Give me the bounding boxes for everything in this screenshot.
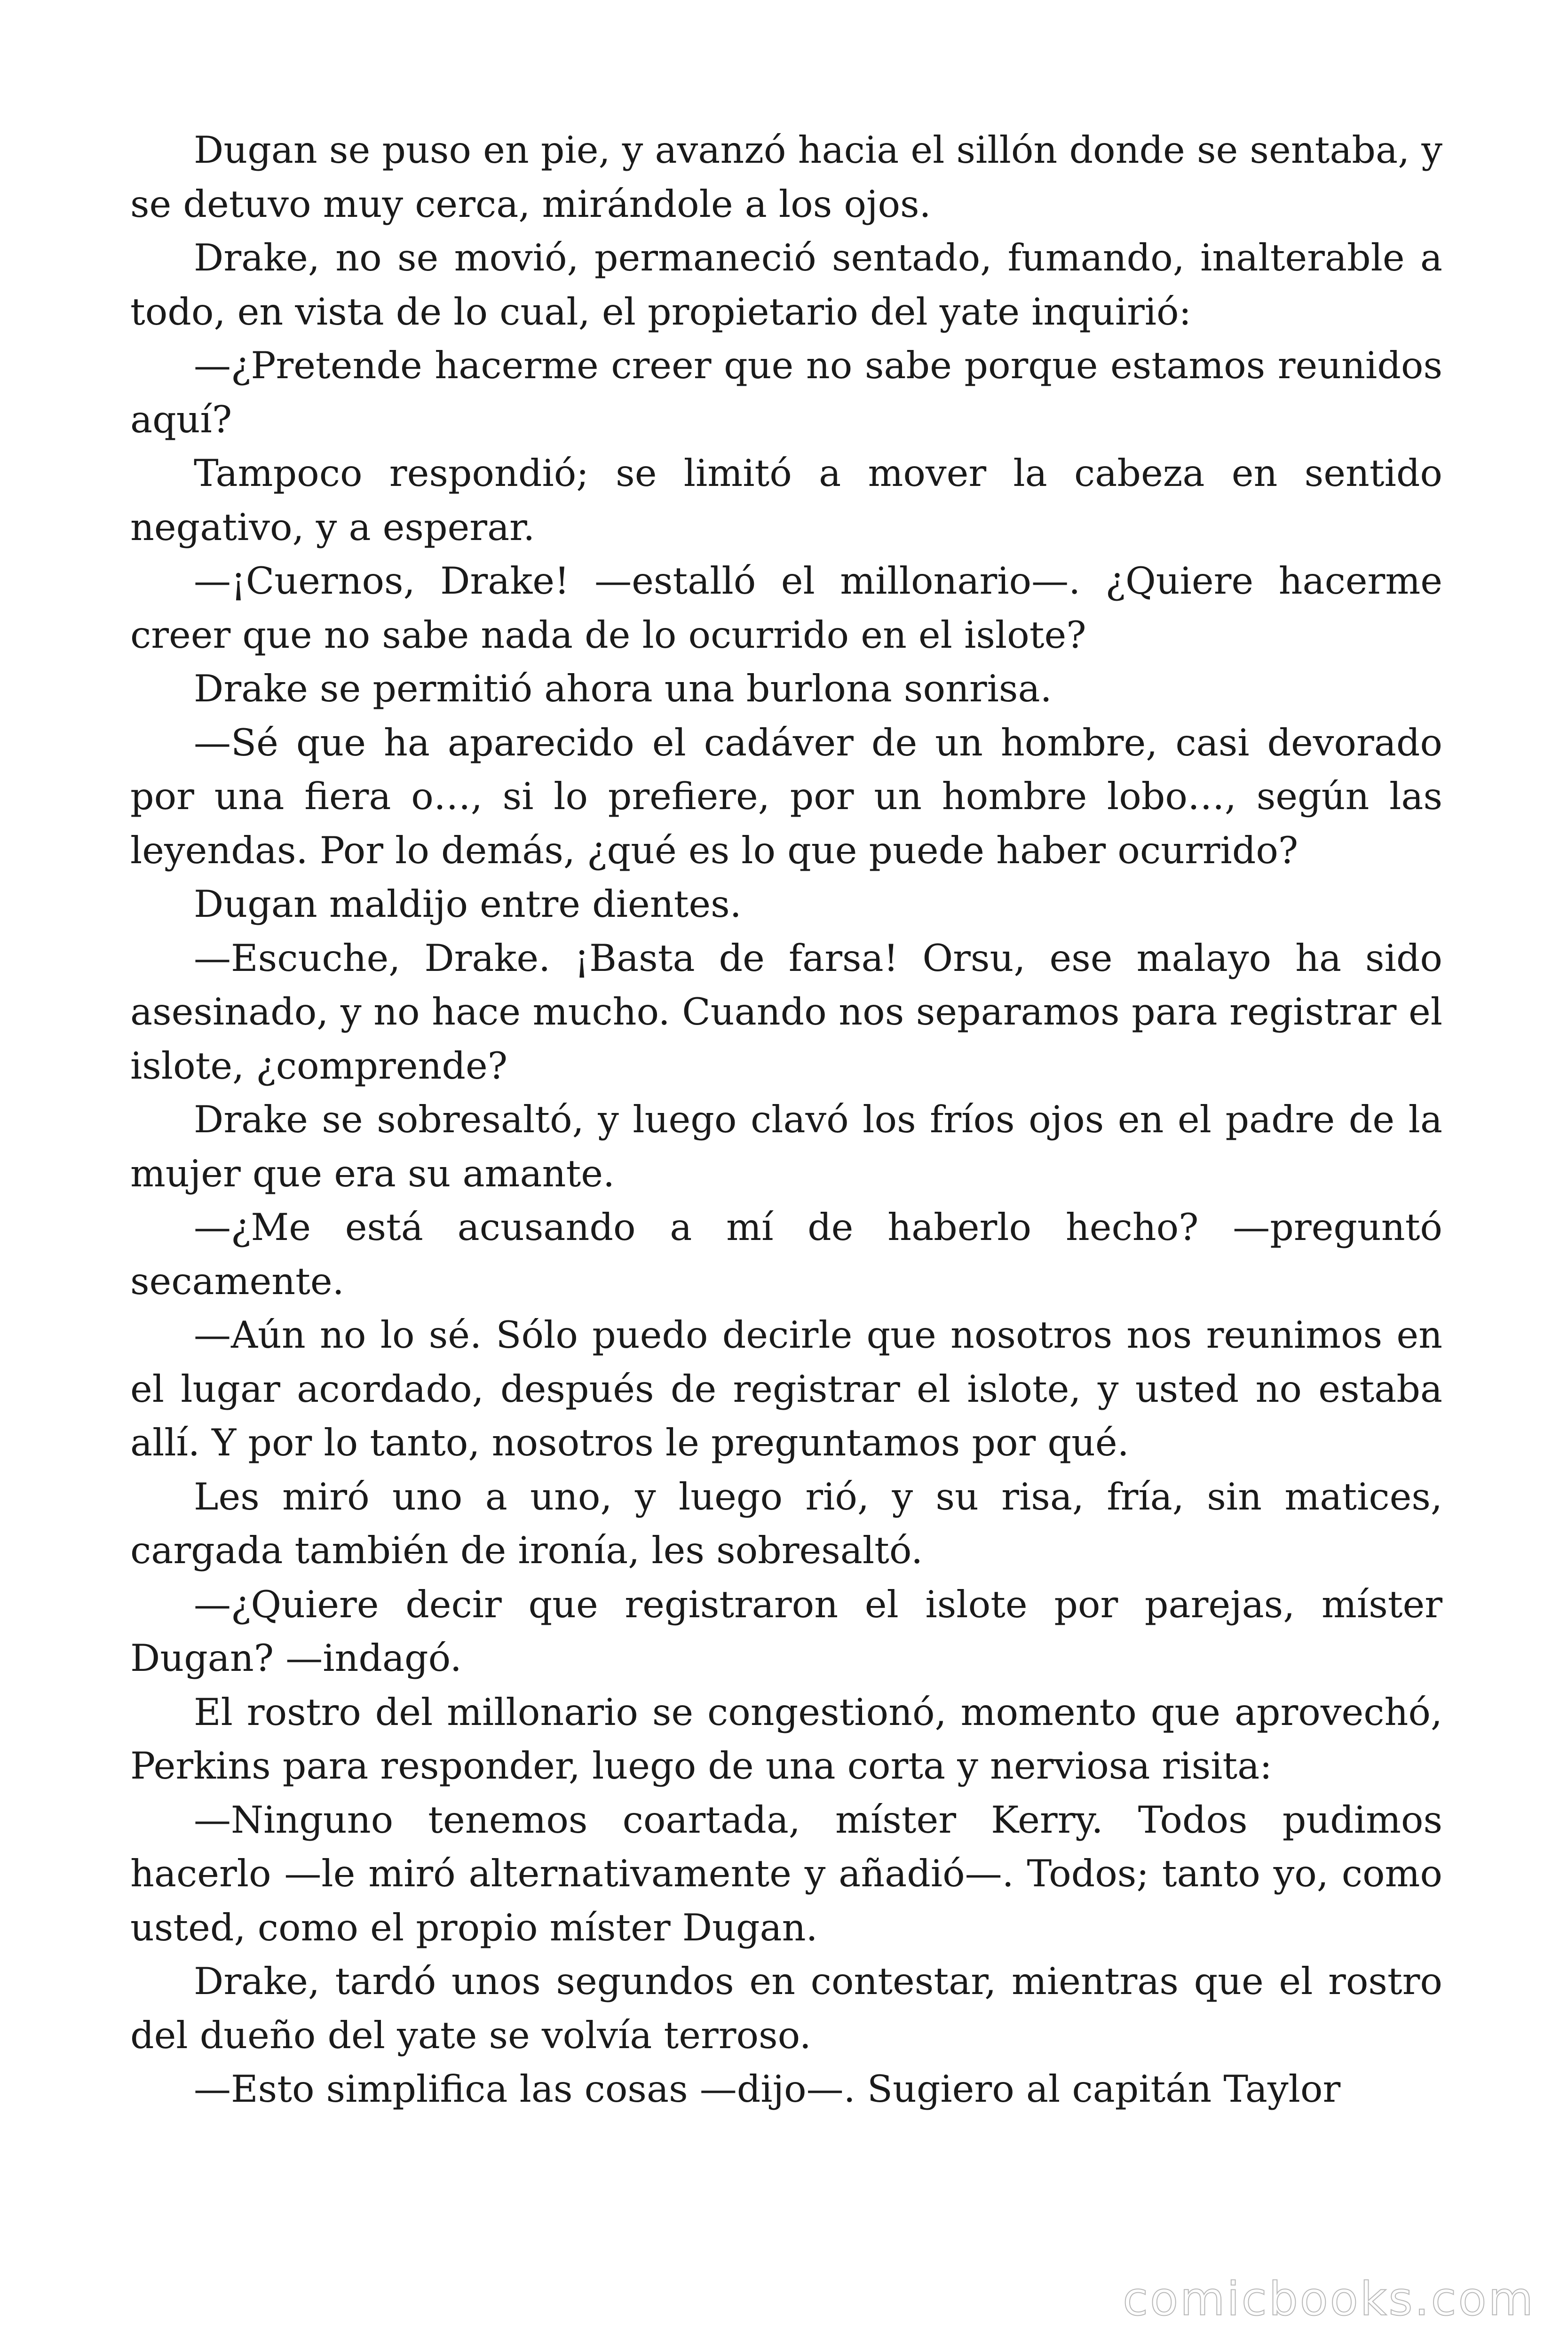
paragraph: —¡Cuernos, Drake! —estalló el millonario—. ¿Quiere hacerme creer que no sabe nada de lo ocurrido en el islote? [130,559,1442,657]
paragraph: Dugan maldijo entre dientes. [194,882,742,926]
paragraph: Dugan se puso en pie, y avanzó hacia el sillón donde se sentaba, y se detuvo muy cerca, mirándole a los ojos. [130,128,1442,226]
body-text [130,123,1442,2116]
paragraph: —Sé que ha aparecido el cadáver de un hombre, casi devorado por una fiera o…, si lo prefiere, por un hombre lobo…, según las leyendas. Por lo demás, ¿qué es lo que puede haber ocurrido? [130,721,1442,872]
paragraph: —¿Quiere decir que registraron el islote por parejas, míster Dugan? —indagó. [130,1582,1442,1680]
paragraph: Les miró uno a uno, y luego rió, y su risa, fría, sin matices, cargada también de ironía, les sobresaltó. [130,1475,1442,1572]
watermark: comicbooks.com [1123,2273,1535,2326]
paragraph: El rostro del millonario se congestionó, momento que aprovechó, Perkins para responder, luego de una corta y nerviosa risita: [130,1690,1442,1788]
paragraph: Drake se permitió ahora una burlona sonrisa. [194,667,1052,710]
paragraph: —Esto simplifica las cosas —dijo—. Sugiero al capitán Taylor [194,2067,1341,2111]
paragraph: —¿Me está acusando a mí de haberlo hecho? —preguntó secamente. [130,1206,1442,1303]
paragraph: Drake, tardó unos segundos en contestar, mientras que el rostro del dueño del yate se volvía terroso. [130,1960,1442,2057]
paragraph: —Ninguno tenemos coartada, míster Kerry. Todos pudimos hacerlo —le miró alternativamente y añadió—. Todos; tanto yo, como usted, como el propio míster Dugan. [130,1798,1442,1949]
paragraph: Tampoco respondió; se limitó a mover la cabeza en sentido negativo, y a esperar. [130,452,1442,549]
paragraph: —Escuche, Drake. ¡Basta de farsa! Orsu, ese malayo ha sido asesinado, y no hace mucho. Cuando nos separamos para registrar el islote, ¿comprende? [130,936,1442,1088]
paragraph: Drake, no se movió, permaneció sentado, fumando, inalterable a todo, en vista de lo cual, el propietario del yate inquirió: [130,236,1442,334]
paragraph: —¿Pretende hacerme creer que no sabe porque estamos reunidos aquí? [130,344,1442,441]
paragraph: Drake se sobresaltó, y luego clavó los fríos ojos en el padre de la mujer que era su amante. [130,1098,1442,1195]
paragraph: —Aún no lo sé. Sólo puedo decirle que nosotros nos reunimos en el lugar acordado, después de registrar el islote, y usted no estaba allí. Y por lo tanto, nosotros le preguntamos por qué. [130,1313,1442,1464]
